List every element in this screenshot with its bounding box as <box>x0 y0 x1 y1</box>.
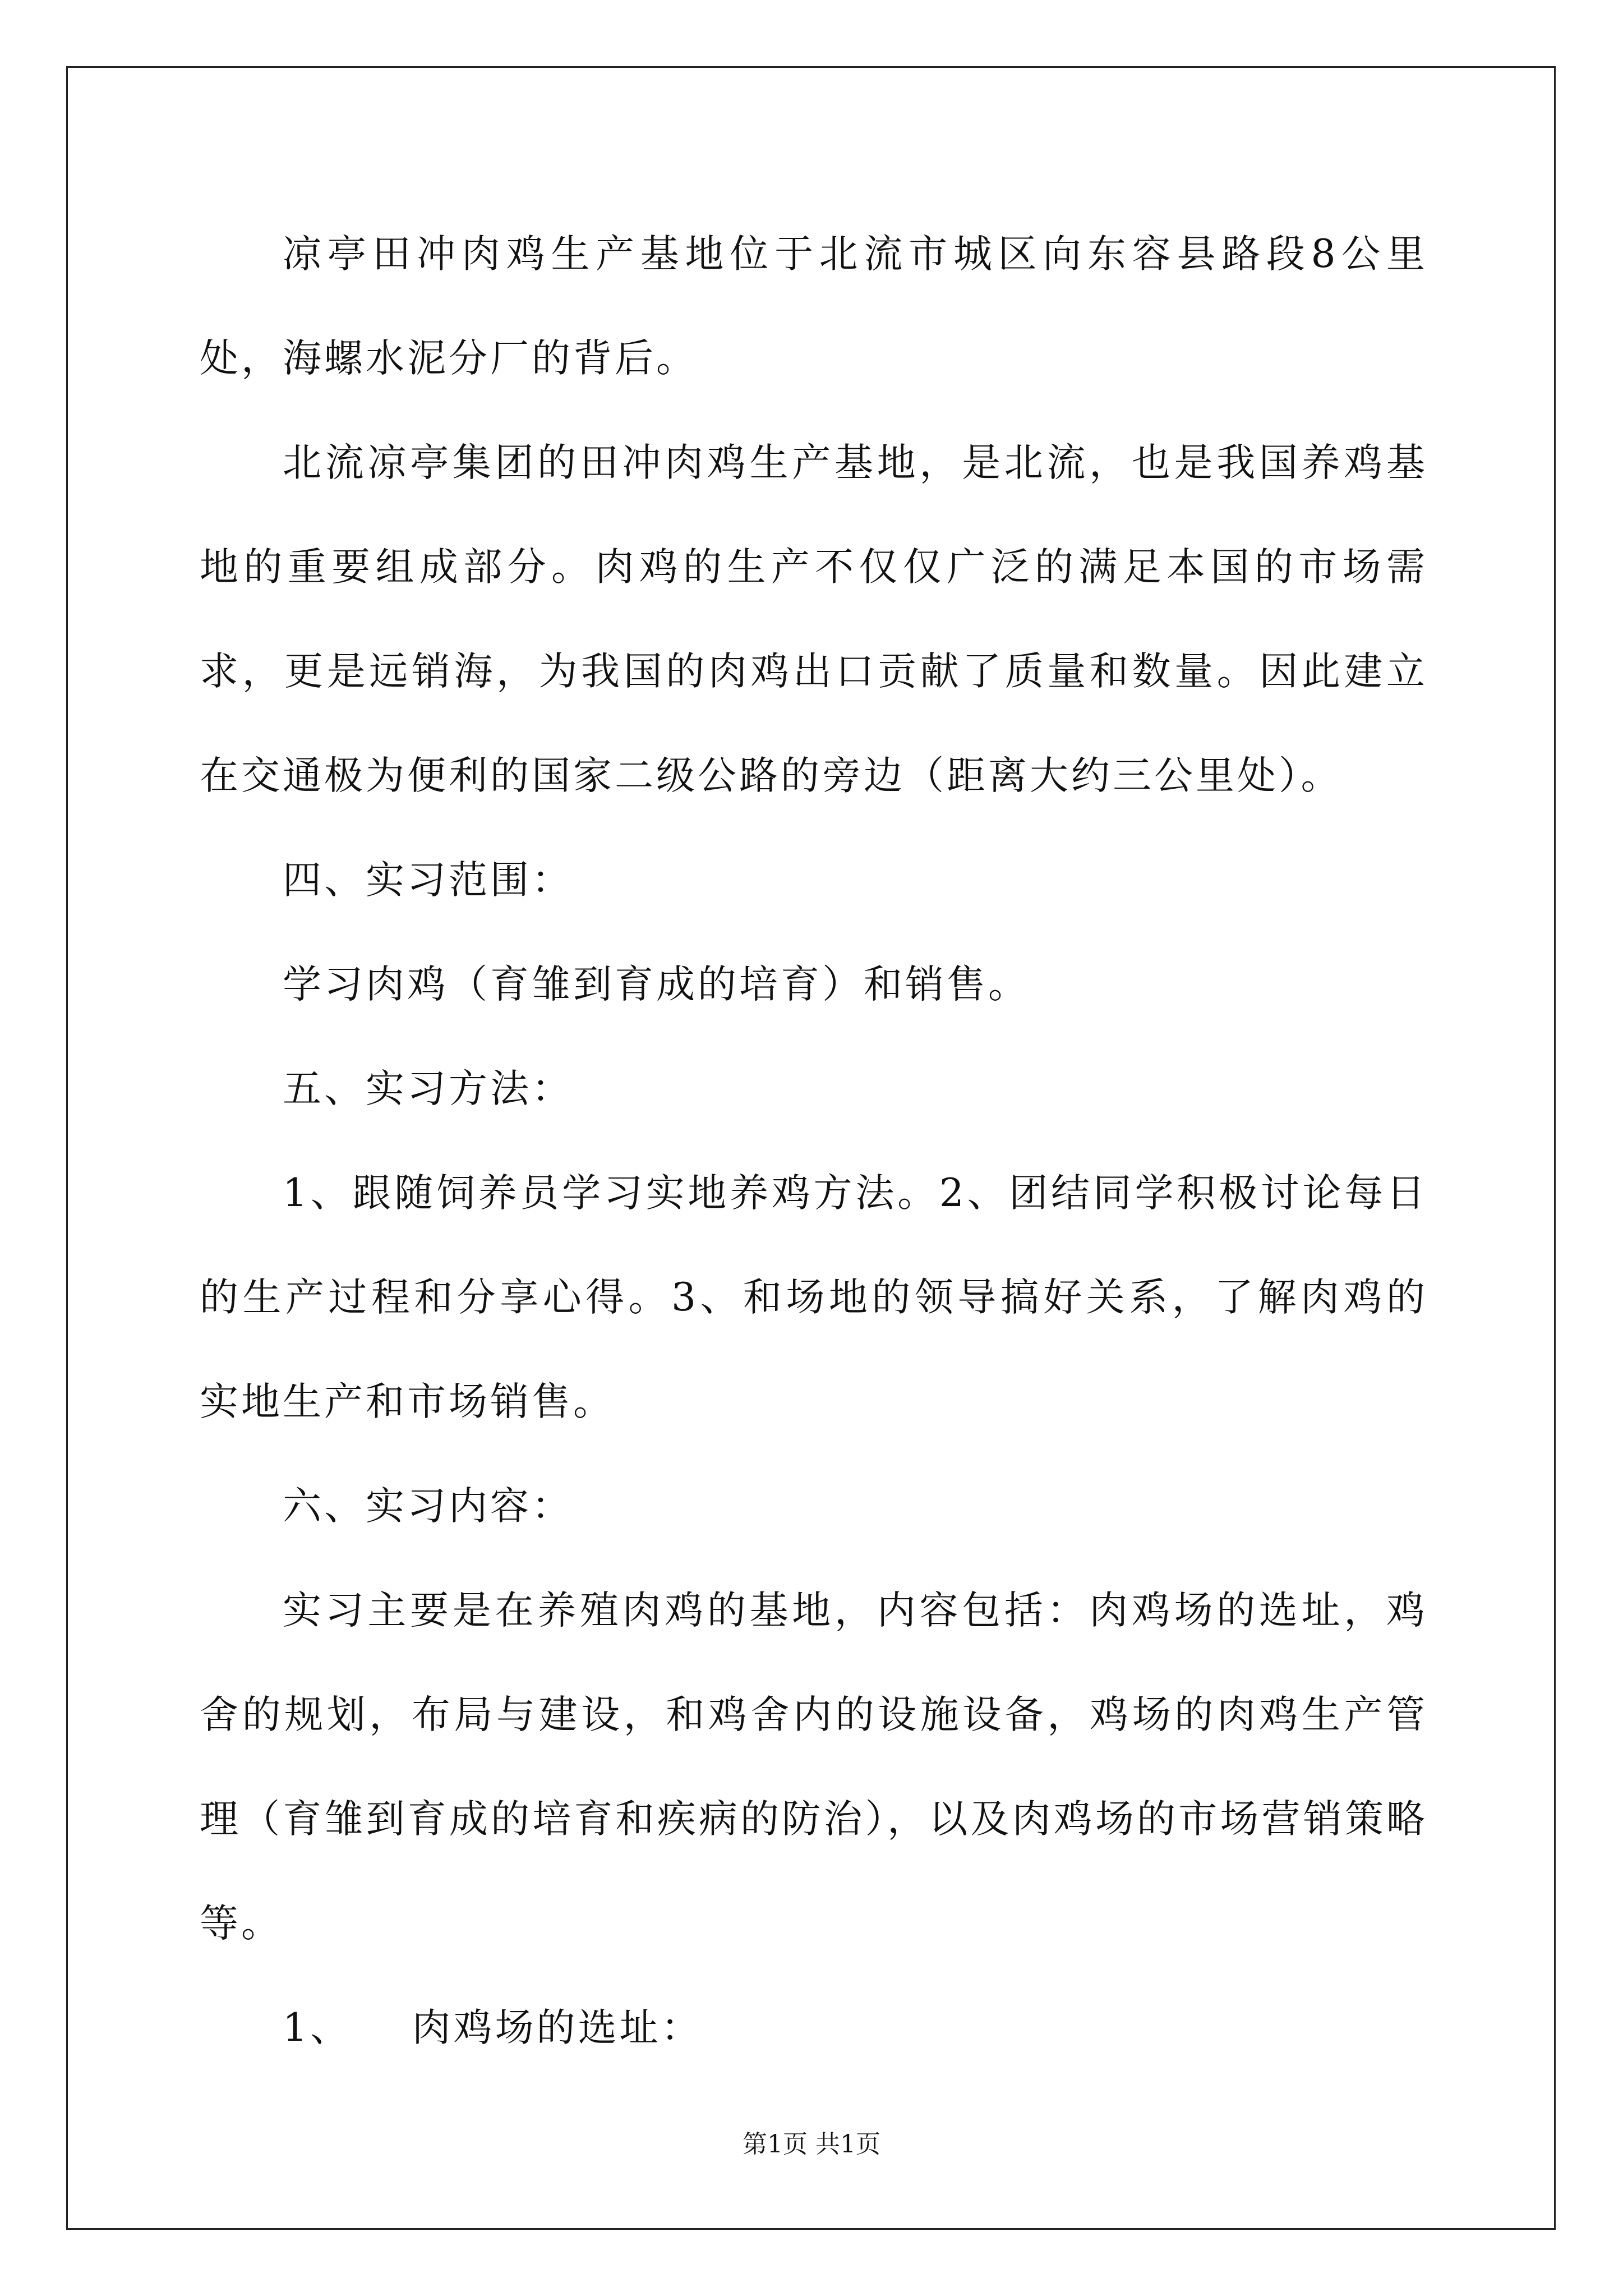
paragraph-methods: 1、跟随饲养员学习实地养鸡方法。2、团结同学积极讨论每日的生产过程和分享心得。3、和场地的领导搞好关系，了解肉鸡的实地生产和市场销售。 <box>200 1171 1428 1424</box>
paragraph-base-overview: 北流凉亭集团的田冲肉鸡生产基地，是北流，也是我国养鸡基地的重要组成部分。肉鸡的生产不仅仅广泛的满足本国的市场需求，更是远销海，为我国的肉鸡出口贡献了质量和数量。因此建立在交通极为便利的国家二级公路的旁边（距离大约三公里处）。 <box>200 440 1428 798</box>
paragraph-scope: 学习肉鸡（育雏到育成的培育）和销售。 <box>283 962 1030 1007</box>
heading-internship-content: 六、实习内容： <box>283 1484 573 1529</box>
page-footer: 第1页 共1页 <box>743 2130 880 2159</box>
heading-internship-scope: 四、实习范围： <box>283 858 573 903</box>
heading-site-selection: 1、 肉鸡场的选址： <box>283 2005 703 2050</box>
heading-internship-method: 五、实习方法： <box>283 1066 573 1111</box>
document-body <box>200 202 1428 2080</box>
paragraph-location: 凉亭田冲肉鸡生产基地位于北流市城区向东容县路段8公里处，海螺水泥分厂的背后。 <box>200 232 1428 381</box>
paragraph-content: 实习主要是在养殖肉鸡的基地，内容包括：肉鸡场的选址，鸡舍的规划，布局与建设，和鸡舍内的设施设备，鸡场的肉鸡生产管理（育雏到育成的培育和疾病的防治），以及肉鸡场的市场营销策略等。 <box>200 1588 1428 1946</box>
